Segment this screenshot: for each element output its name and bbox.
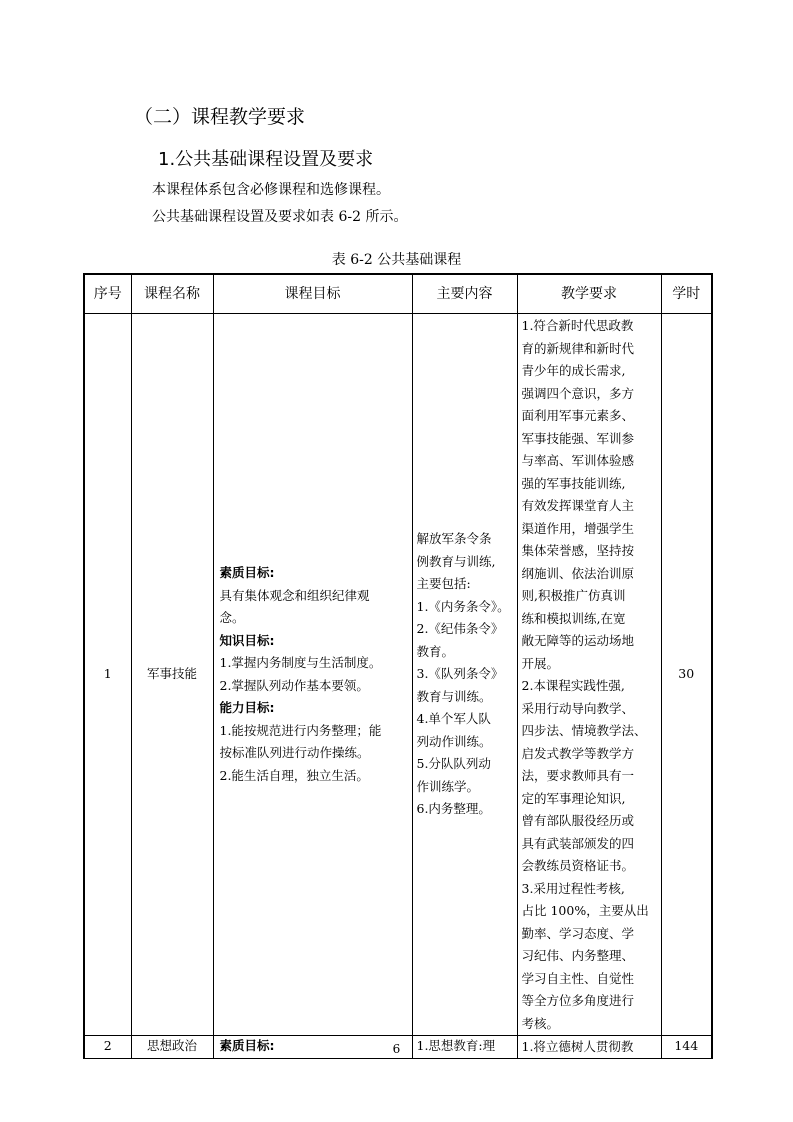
goal-text: 2.能生活自理，独立生活。 [219, 767, 369, 783]
req-line: 与率高、军训体验感 [521, 453, 635, 468]
req-line: 学习自主性、自觉性 [521, 970, 635, 986]
goal-text: 念。 [219, 610, 245, 625]
content-line: 教育。 [416, 643, 455, 659]
quality-goal-label: 素质目标: [219, 565, 275, 580]
req-line: 3.采用过程性考核, [521, 880, 625, 896]
header-content: 主要内容 [412, 274, 517, 314]
req-line: 面利用军事元素多、 [521, 408, 635, 423]
req-line: 军事技能强、军训参 [521, 430, 635, 446]
row2-name: 思想政治 [131, 1036, 213, 1059]
content-line: 2.《纪伟条令》 [416, 621, 504, 637]
row1-content [412, 314, 517, 1036]
content-line: 1.《内务条令》。 [416, 598, 510, 614]
req-line: 强调四个意识，多方 [521, 385, 635, 401]
header-req: 教学要求 [517, 274, 661, 314]
ability-goal-label: 能力目标: [219, 700, 275, 715]
req-line: 渠道作用，增强学生 [521, 520, 635, 536]
req-line: 曾有部队服役经历或 [521, 813, 635, 828]
row1-name: 军事技能 [131, 314, 213, 1036]
goal-text: 1.能按规范进行内务整理；能 [219, 722, 382, 738]
table-caption: 表 6-2 公共基础课程 [331, 252, 462, 268]
content-line: 5.分队队列动 [416, 756, 491, 772]
goal-text: 具有集体观念和组织纪律观 [219, 587, 370, 603]
table-header-row [84, 274, 712, 314]
req-line: 集体荣誉感，坚持按 [521, 543, 635, 558]
content-line: 4.单个军人队 [416, 711, 491, 727]
row2-content: 1.思想教育:理 [412, 1036, 517, 1059]
quality-goal-label: 素质目标: [219, 1038, 275, 1053]
subsection-heading: 1.公共基础课程设置及要求 [158, 149, 374, 170]
req-line: 练和模拟训练,在宽 [521, 610, 626, 626]
goal-text: 1.掌握内务制度与生活制度。 [219, 655, 382, 670]
req-line: 青少年的成长需求, [521, 363, 626, 378]
req-line: 有效发挥课堂育人主 [521, 498, 635, 513]
section-heading: （二）课程教学要求 [134, 106, 306, 128]
row1-hours: 30 [661, 314, 712, 1036]
req-line: 习纪伟、内务整理、 [521, 948, 635, 963]
content-line: 作训练学。 [416, 778, 480, 794]
req-line: 纲施训、依法治训原 [521, 565, 635, 581]
req-line: 敞无障等的运动场地 [521, 633, 635, 648]
header-hours: 学时 [661, 274, 712, 314]
goal-text: 2.掌握队列动作基本要领。 [219, 677, 369, 693]
knowledge-goal-label: 知识目标: [219, 632, 275, 648]
row2-no: 2 [84, 1036, 131, 1059]
course-table [83, 273, 713, 1059]
header-no: 序号 [84, 274, 131, 314]
row1-requirements [517, 314, 661, 1036]
req-line: 四步法、情境教学法、 [521, 723, 647, 738]
table-row [84, 314, 712, 1036]
header-goal: 课程目标 [213, 274, 412, 314]
content-line: 列动作训练。 [416, 733, 492, 749]
req-line: 启发式教学等教学方 [521, 745, 635, 761]
content-line: 主要包括: [416, 576, 471, 592]
header-name: 课程名称 [131, 274, 213, 314]
row2-hours: 144 [661, 1036, 712, 1059]
req-line: 法，要求教师具有一 [521, 768, 635, 783]
paragraph-1: 本课程体系包含必修课程和选修课程。 [152, 182, 390, 198]
req-line: 则,积极推广仿真训 [521, 588, 626, 603]
req-line: 开展。 [521, 655, 560, 671]
row1-no: 1 [84, 314, 131, 1036]
req-line: 勤率、学习态度、学 [521, 925, 635, 941]
row1-goal [213, 314, 412, 1036]
content-line: 6.内务整理。 [416, 801, 491, 817]
req-line: 会教练员资格证书。 [521, 858, 635, 873]
content-line: 解放军条令条 [416, 531, 492, 547]
content-line: 3.《队列条令》 [416, 666, 504, 682]
req-line: 定的军事理论知识, [521, 790, 626, 806]
row2-requirements: 1.将立德树人贯彻教 [517, 1036, 661, 1059]
req-line: 育的新规律和新时代 [521, 340, 635, 356]
req-line: 占比 100%，主要从出 [521, 903, 649, 918]
req-line: 具有武装部颁发的四 [521, 835, 635, 851]
page-number: 6 [392, 1042, 401, 1056]
req-line: 等全方位多角度进行 [521, 993, 635, 1008]
req-line: 采用行动导向教学、 [521, 700, 635, 716]
req-line: 1.符合新时代思政教 [521, 318, 634, 333]
req-line: 考核。 [521, 1015, 560, 1031]
req-line: 强的军事技能训练, [521, 475, 626, 491]
paragraph-2: 公共基础课程设置及要求如表 6-2 所示。 [152, 209, 408, 225]
goal-text: 按标准队列进行动作操练。 [219, 745, 370, 760]
content-line: 教育与训练。 [416, 688, 492, 704]
content-line: 例教育与训练, [416, 553, 496, 569]
req-line: 2.本课程实践性强, [521, 678, 625, 693]
